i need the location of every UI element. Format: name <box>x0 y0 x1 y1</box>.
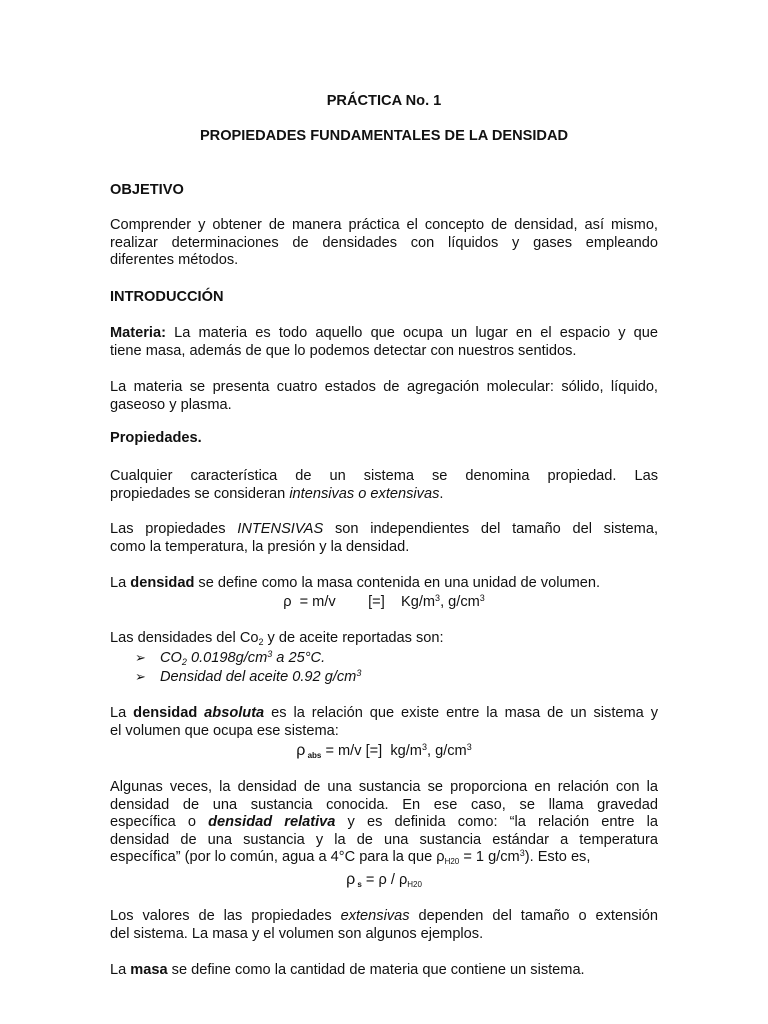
intensivas-line-1 <box>110 521 658 539</box>
relativa-formula-sub-2: H20 <box>407 880 422 889</box>
propiedades-paragraph-1 <box>110 468 658 503</box>
relativa-formula-mid: = ρ / ρ <box>361 872 408 888</box>
materia-label: Materia: <box>110 325 166 341</box>
arrow-bullet-icon: ➢ <box>135 669 146 684</box>
intensivas-line-1-c: son independientes del tamaño del sistema, <box>323 521 658 537</box>
bullet-1-sub: 2 <box>181 657 187 667</box>
reported-b: y de aceite reportadas son: <box>263 630 444 646</box>
reported-a: Las densidades del Co <box>110 630 259 646</box>
absoluta-line-1-e: es la relación que existe entre la masa de un sistema y <box>264 705 659 721</box>
materia-paragraph <box>110 325 658 360</box>
masa-a: La <box>110 962 131 978</box>
propiedades-line-1: Cualquier característica de un sistema se denomina propiedad. Las <box>110 468 658 484</box>
absoluta-term-densidad: densidad <box>133 705 198 721</box>
relativa-line-4: densidad de una sustancia y la de una sustancia estándar a temperatura <box>110 831 658 848</box>
relativa-line-5-c: ). Esto es, <box>524 849 591 866</box>
absoluta-term: absoluta <box>204 705 265 721</box>
absoluta-formula-rest: = m/v [=] kg/m <box>321 743 422 759</box>
extensivas-line-1-a: Los valores de las propiedades <box>110 908 341 924</box>
intensivas-line-2: como la temperatura, la presión y la densidad. <box>110 538 410 555</box>
estados-paragraph <box>110 379 658 414</box>
absoluta-formula-tail: , g/cm <box>426 743 467 759</box>
absoluta-line-1-a: La <box>110 705 134 721</box>
objetivo-line-2: realizar determinaciones de densidades con líquidos y gases empleando <box>110 234 658 251</box>
list-item <box>135 668 655 687</box>
densidad-def-a: La <box>110 575 131 591</box>
materia-line-1 <box>110 325 658 343</box>
extensivas-paragraph <box>110 908 658 943</box>
masa-c: se define como la cantidad de materia que contiene un sistema. <box>167 962 585 978</box>
densidad-formula-exp: 3 <box>435 593 441 603</box>
objetivo-paragraph <box>110 217 658 270</box>
densidad-formula-tail: , g/cm <box>440 594 480 610</box>
bullet-2-a: Densidad del aceite 0.92 g/cm <box>160 669 357 685</box>
intensivas-line-1-a: Las propiedades <box>110 521 238 537</box>
page-title: PRÁCTICA No. 1 <box>326 93 442 109</box>
absoluta-line-1 <box>110 705 658 723</box>
masa-term: masa <box>130 962 168 978</box>
page-subtitle: PROPIEDADES FUNDAMENTALES DE LA DENSIDAD <box>199 128 569 144</box>
densidades-reportadas <box>110 630 658 648</box>
masa-definition <box>110 962 658 980</box>
document-page <box>110 0 658 1024</box>
propiedades-paragraph-2 <box>110 521 658 556</box>
absoluta-formula-sup: 3 <box>421 742 427 752</box>
introduccion-heading: INTRODUCCIÓN <box>110 289 224 305</box>
propiedades-heading: Propiedades. <box>110 430 202 446</box>
densidad-formula <box>110 594 658 612</box>
bullet-2-sup: 3 <box>356 668 362 678</box>
objetivo-heading: OBJETIVO <box>110 182 184 198</box>
relativa-line-2: densidad de una sustancia conocida. En ese caso, se llama gravedad <box>110 796 658 813</box>
bullet-1-c: a 25°C. <box>272 650 326 666</box>
extensivas-line-2: del sistema. La masa y el volumen son algunos ejemplos. <box>110 925 484 942</box>
estados-line-1: La materia se presenta cuatro estados de agregación molecular: sólido, líquido, <box>110 379 658 395</box>
intensivas-term: INTENSIVAS <box>237 521 324 537</box>
absoluta-line-2: el volumen que ocupa ese sistema: <box>110 722 339 739</box>
relativa-formula-sub: s <box>355 880 362 889</box>
bullet-1-b: 0.0198g/cm <box>186 650 268 666</box>
relativa-line-5 <box>110 849 658 867</box>
bullet-1-a: CO <box>160 650 182 666</box>
extensivas-term: extensivas <box>340 908 410 924</box>
relativa-line-5-sub: H20 <box>444 857 460 867</box>
extensivas-line-1 <box>110 908 658 926</box>
densidad-def-c: se define como la masa contenida en una unidad de volumen. <box>194 575 601 591</box>
absoluta-paragraph <box>110 705 658 740</box>
bullet-1-sup: 3 <box>267 649 273 659</box>
densidad-definition <box>110 575 658 593</box>
reported-sub: 2 <box>258 637 264 647</box>
propiedades-line-2 <box>110 486 658 504</box>
densidad-formula-main: ρ = m/v [=] Kg/m <box>283 594 436 610</box>
densidad-formula-exp-2: 3 <box>479 593 485 603</box>
relativa-line-5-a: específica” (por lo común, agua a 4°C para la que ρ <box>110 849 445 866</box>
relativa-line-5-sup: 3 <box>519 848 525 859</box>
propiedades-line-2-end: . <box>439 485 444 502</box>
absoluta-formula-sup-2: 3 <box>466 742 472 752</box>
extensivas-line-1-c: dependen del tamaño o extensión <box>409 908 658 924</box>
rho-symbol: ρ <box>296 742 306 759</box>
propiedades-line-2-a: propiedades se consideran <box>110 485 290 502</box>
absoluta-formula-sub: abs <box>305 751 322 760</box>
estados-line-2: gaseoso y plasma. <box>110 396 232 413</box>
relativa-line-3 <box>110 814 658 832</box>
objetivo-line-3: diferentes métodos. <box>110 252 239 269</box>
arrow-bullet-icon: ➢ <box>135 650 146 665</box>
relativa-line-1: Algunas veces, la densidad de una sustancia se proporciona en relación con la <box>110 779 658 795</box>
densidad-term: densidad <box>130 575 195 591</box>
relativa-formula <box>110 871 658 890</box>
relativa-line-3-a: específica o <box>110 814 209 831</box>
absoluta-formula <box>110 742 658 761</box>
rho-symbol: ρ <box>346 871 356 888</box>
relativa-paragraph <box>110 779 658 867</box>
objetivo-line-1: Comprender y obtener de manera práctica el concepto de densidad, así mismo, <box>110 217 658 233</box>
materia-text-1: La materia es todo aquello que ocupa un lugar en el espacio y que <box>165 325 658 341</box>
relativa-line-3-c: y es definida como: “la relación entre la <box>335 814 658 831</box>
relativa-line-5-b: = 1 g/cm <box>459 849 520 866</box>
relativa-term: densidad relativa <box>208 814 336 831</box>
list-item <box>135 649 655 668</box>
materia-line-2: tiene masa, además de que lo podemos detectar con nuestros sentidos. <box>110 342 577 359</box>
propiedades-line-2-italic: intensivas o extensivas <box>289 485 440 502</box>
